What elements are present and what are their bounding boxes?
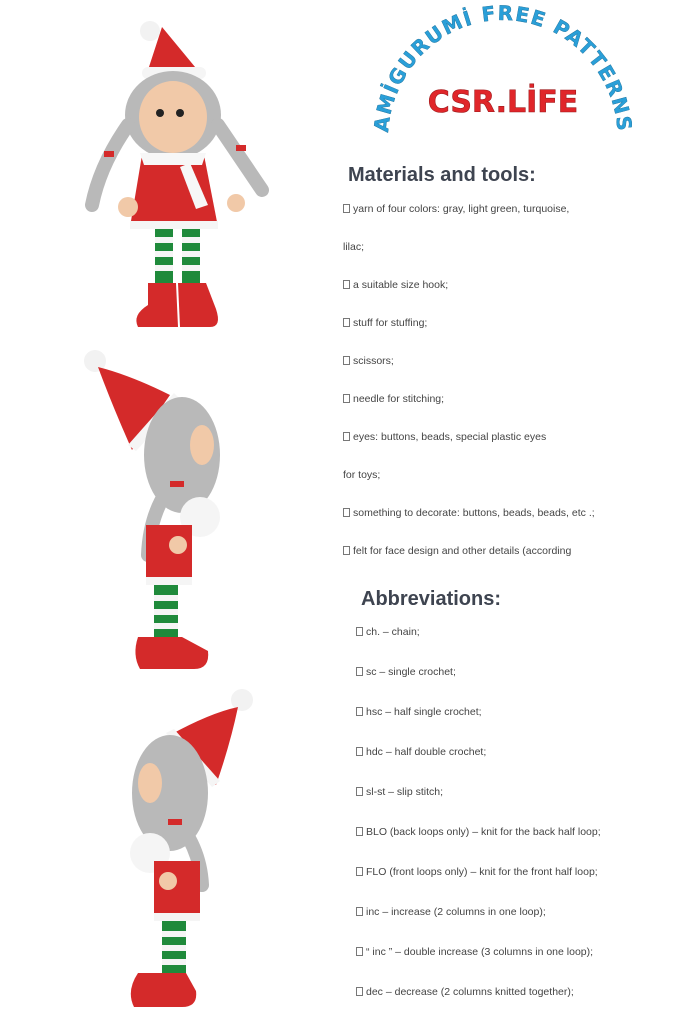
list-item-text: yarn of four colors: gray, light green, turquoise, <box>353 203 570 215</box>
site-logo[interactable] <box>368 2 638 152</box>
list-item <box>356 746 486 758</box>
doll-photo-front <box>70 15 300 345</box>
list-item <box>343 393 444 405</box>
bullet-icon <box>356 907 363 916</box>
list-item-text: a suitable size hook; <box>353 279 449 291</box>
list-item <box>343 203 569 215</box>
list-item-text: scissors; <box>353 355 394 367</box>
list-item <box>343 545 571 557</box>
list-item-text: FLO (front loops only) – knit for the front half loop; <box>366 866 598 878</box>
bullet-icon <box>356 827 363 836</box>
materials-heading: Materials and tools: <box>348 164 536 186</box>
doll-photo-side-left <box>70 345 300 685</box>
list-item <box>343 279 448 291</box>
list-item-text: ch. – chain; <box>366 626 420 638</box>
list-item <box>343 507 595 519</box>
bullet-icon <box>343 318 350 327</box>
bullet-icon <box>356 667 363 676</box>
logo-brand-text: CSR.LİFE <box>427 85 579 120</box>
list-item-text: something to decorate: buttons, beads, beads, etc .; <box>353 507 595 519</box>
abbreviations-heading: Abbreviations: <box>361 588 502 610</box>
list-item <box>356 906 546 918</box>
bullet-icon <box>356 947 363 956</box>
list-item-text: “ inc ” – double increase (3 columns in one loop); <box>366 946 594 958</box>
list-item-text: needle for stitching; <box>353 393 445 405</box>
list-item <box>356 706 482 718</box>
list-item <box>343 431 546 443</box>
list-item <box>343 355 394 367</box>
list-item <box>356 666 456 678</box>
bullet-icon <box>356 987 363 996</box>
list-item-text: lilac; <box>343 241 365 253</box>
list-item-text: BLO (back loops only) – knit for the back half loop; <box>366 826 601 838</box>
bullet-icon <box>343 204 350 213</box>
bullet-icon <box>343 356 350 365</box>
list-item <box>343 469 380 481</box>
list-item-text: inc – increase (2 columns in one loop); <box>366 906 546 918</box>
bullet-icon <box>356 627 363 636</box>
list-item-text: hsc – half single crochet; <box>366 706 482 718</box>
list-item <box>343 241 364 253</box>
list-item <box>356 946 593 958</box>
list-item-text: for toys; <box>343 469 381 481</box>
bullet-icon <box>343 280 350 289</box>
list-item-text: sl-st – slip stitch; <box>366 786 444 798</box>
logo-arc-text: AMİGURUMİ FREE PATTERNS <box>369 2 637 134</box>
bullet-icon <box>343 394 350 403</box>
bullet-icon <box>343 432 350 441</box>
bullet-icon <box>356 747 363 756</box>
list-item <box>356 866 598 878</box>
bullet-icon <box>356 707 363 716</box>
list-item-text: hdc – half double crochet; <box>366 746 487 758</box>
list-item-text: eyes: buttons, beads, special plastic eyes <box>353 431 547 443</box>
list-item <box>356 626 420 638</box>
doll-photo-side-right <box>70 685 300 1015</box>
bullet-icon <box>343 546 350 555</box>
list-item-text: dec – decrease (2 columns knitted together); <box>366 986 574 998</box>
list-item <box>356 826 601 838</box>
bullet-icon <box>356 867 363 876</box>
list-item <box>356 786 443 798</box>
list-item <box>356 986 574 998</box>
bullet-icon <box>356 787 363 796</box>
list-item-text: sc – single crochet; <box>366 666 456 678</box>
list-item <box>343 317 427 329</box>
list-item-text: stuff for stuffing; <box>353 317 428 329</box>
bullet-icon <box>343 508 350 517</box>
list-item-text: felt for face design and other details (according <box>353 545 572 557</box>
